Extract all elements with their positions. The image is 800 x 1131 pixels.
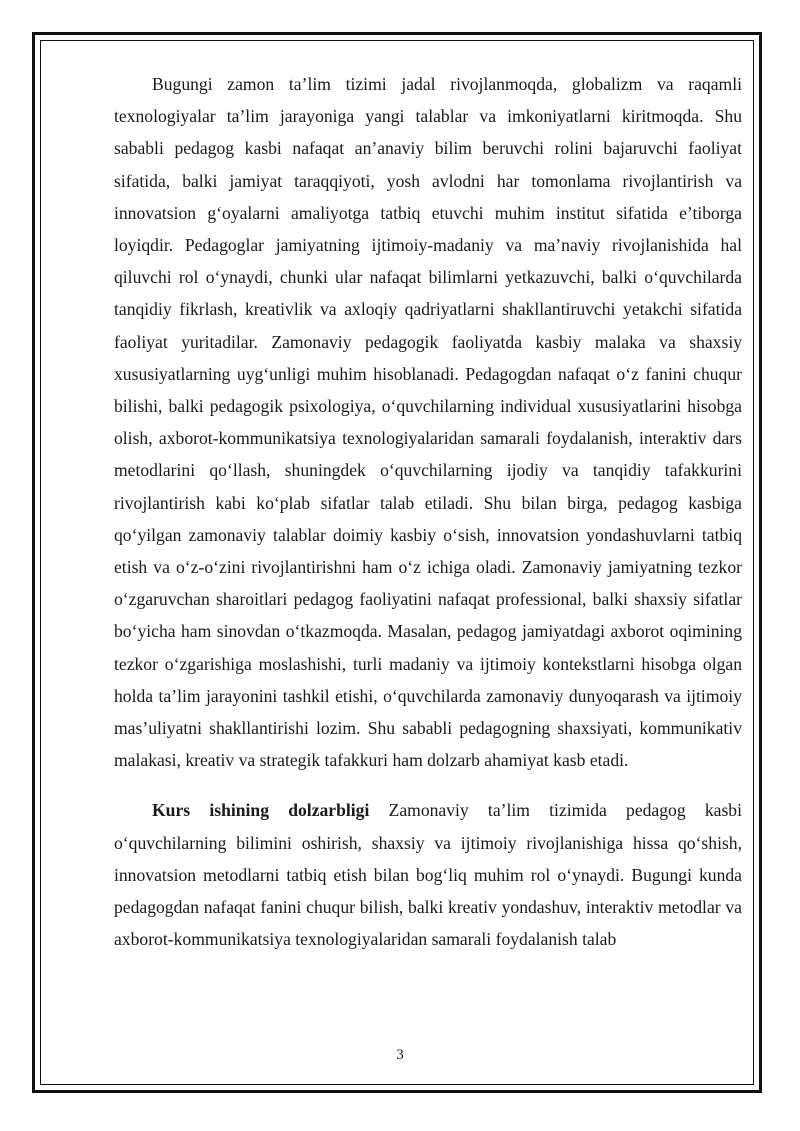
paragraph-intro	[114, 68, 742, 776]
paragraph-relevance	[114, 794, 742, 955]
paragraph-lead: Kurs ishining dolzarbligi	[152, 800, 370, 821]
page-number: 3	[396, 1047, 404, 1063]
paragraph-text: Bugungi zamon ta’lim tizimi jadal rivojlanmoqda, globalizm va raqamli texnologiyalar ta’lim jarayoniga yangi talablar va imkoniyatlarni kiritmoqda. Shu sababli pedagog kasbi nafaqat an’anaviy bilim beruvchi rolini bajaruvchi faoliyat sifatida, balki jamiyat taraqqiyoti, yosh avlodni har tomonlama rivojlantirish va innovatsion g‘oyalarni amaliyotga tatbiq etuvchi muhim institut sifatida e’tiborga loyiqdir. Pedagoglar jamiyatning ijtimoiy-madaniy va ma’naviy rivojlanishida hal qiluvchi rol o‘ynaydi, chunki ular nafaqat bilimlarni yetkazuvchi, balki o‘quvchilarda tanqidiy fikrlash, kreativlik va axloqiy qadriyatlarni shakllantiruvchi yetakchi sifatida faoliyat yuritadilar. Zamonaviy pedagogik faoliyatda kasbiy malaka va shaxsiy xususiyatlarning uyg‘unligi muhim hisoblanadi. Pedagogdan nafaqat o‘z fanini chuqur bilishi, balki pedagogik psixologiya, o‘quvchilarning individual xususiyatlarini hisobga olish, axborot-kommunikatsiya texnologiyalaridan samarali foydalanish, interaktiv dars metodlarini qo‘llash, shuningdek o‘quvchilarning ijodiy va tanqidiy tafakkurini rivojlantirish kabi ko‘plab sifatlar talab etiladi. Shu bilan birga, pedagog kasbiga qo‘yilgan zamonaviy talablar doimiy kasbiy o‘sish, innovatsion yondashuvlarni tatbiq etish va o‘z-o‘zini rivojlantirishni ham o‘z ichiga oladi. Zamonaviy jamiyatning tezkor o‘zgaruvchan sharoitlari pedagog faoliyatini nafaqat professional, balki shaxsiy sifatlar bo‘yicha ham sinovdan o‘tkazmoqda. Masalan, pedagog jamiyatdagi axborot oqimining tezkor o‘zgarishiga moslashishi, turli madaniy va ijtimoiy kontekstlarni hisobga olgan holda ta’lim jarayonini tashkil etishi, o‘quvchilarda zamonaviy dunyoqarash va ijtimoiy mas’uliyatni shakllantirishi lozim. Shu sababli pedagogning shaxsiyati, kommunikativ malakasi, kreativ va strategik tafakkuri ham dolzarb ahamiyat kasb etadi.	[114, 74, 742, 771]
document-body	[114, 68, 742, 955]
paragraph-text: Zamonaviy ta’lim tizimida pedagog kasbi o‘quvchilarning bilimini oshirish, shaxsiy va ijtimoiy rivojlanishiga hissa qo‘shish, innovatsion metodlarni tatbiq etish bilan bog‘liq muhim rol o‘ynaydi. Bugungi kunda pedagogdan nafaqat fanini chuqur bilish, balki kreativ yondashuv, interaktiv metodlar va axborot-kommunikatsiya texnologiyalaridan samarali foydalanish talab	[114, 800, 742, 950]
